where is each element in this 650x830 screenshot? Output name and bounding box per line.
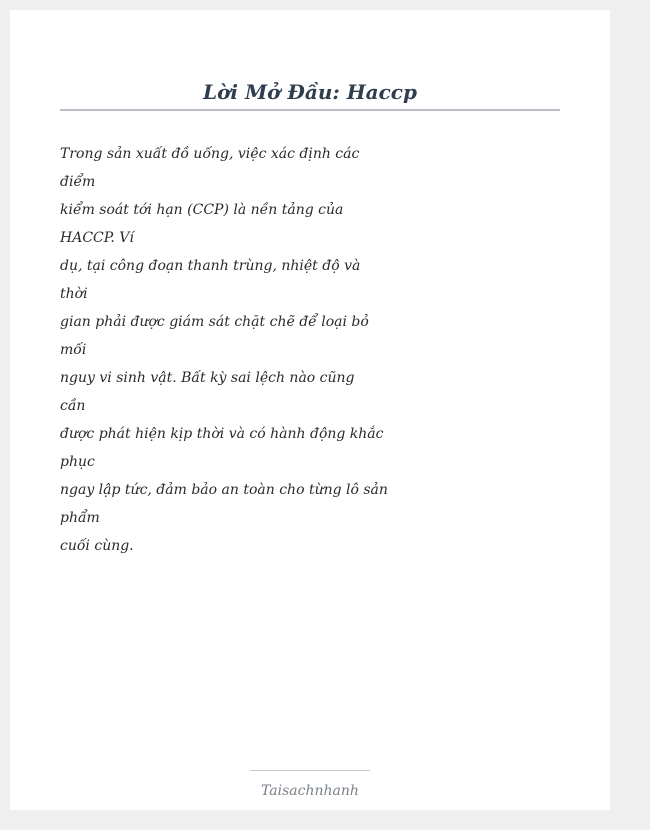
document-page [10,10,610,810]
body-line: ngay lập tức, đảm bảo an toàn cho từng lô sản [60,482,388,498]
page-footer: Taisachnhanh [261,783,359,799]
body-line: cần [60,398,86,414]
body-line: phục [60,454,95,470]
body-line: phẩm [60,510,100,526]
body-line: Trong sản xuất đồ uống, việc xác định các [60,146,360,162]
page-title: Lời Mở Đầu: Haccp [203,80,417,104]
body-line: thời [60,286,88,302]
body-line: điểm [60,174,96,190]
title-divider [60,109,560,111]
body-line: kiểm soát tới hạn (CCP) là nền tảng của [60,202,344,218]
body-line: cuối cùng. [60,538,134,554]
body-line: dụ, tại công đoạn thanh trùng, nhiệt độ và [60,258,361,274]
footer-divider [250,770,370,771]
body-line: HACCP. Ví [60,230,134,246]
body-line: mối [60,342,87,358]
body-line: gian phải được giám sát chặt chẽ để loại bỏ [60,314,369,330]
body-line: được phát hiện kịp thời và có hành động khắc [60,426,384,442]
body-line: nguy vi sinh vật. Bất kỳ sai lệch nào cũng [60,370,355,386]
body-text [60,140,388,560]
